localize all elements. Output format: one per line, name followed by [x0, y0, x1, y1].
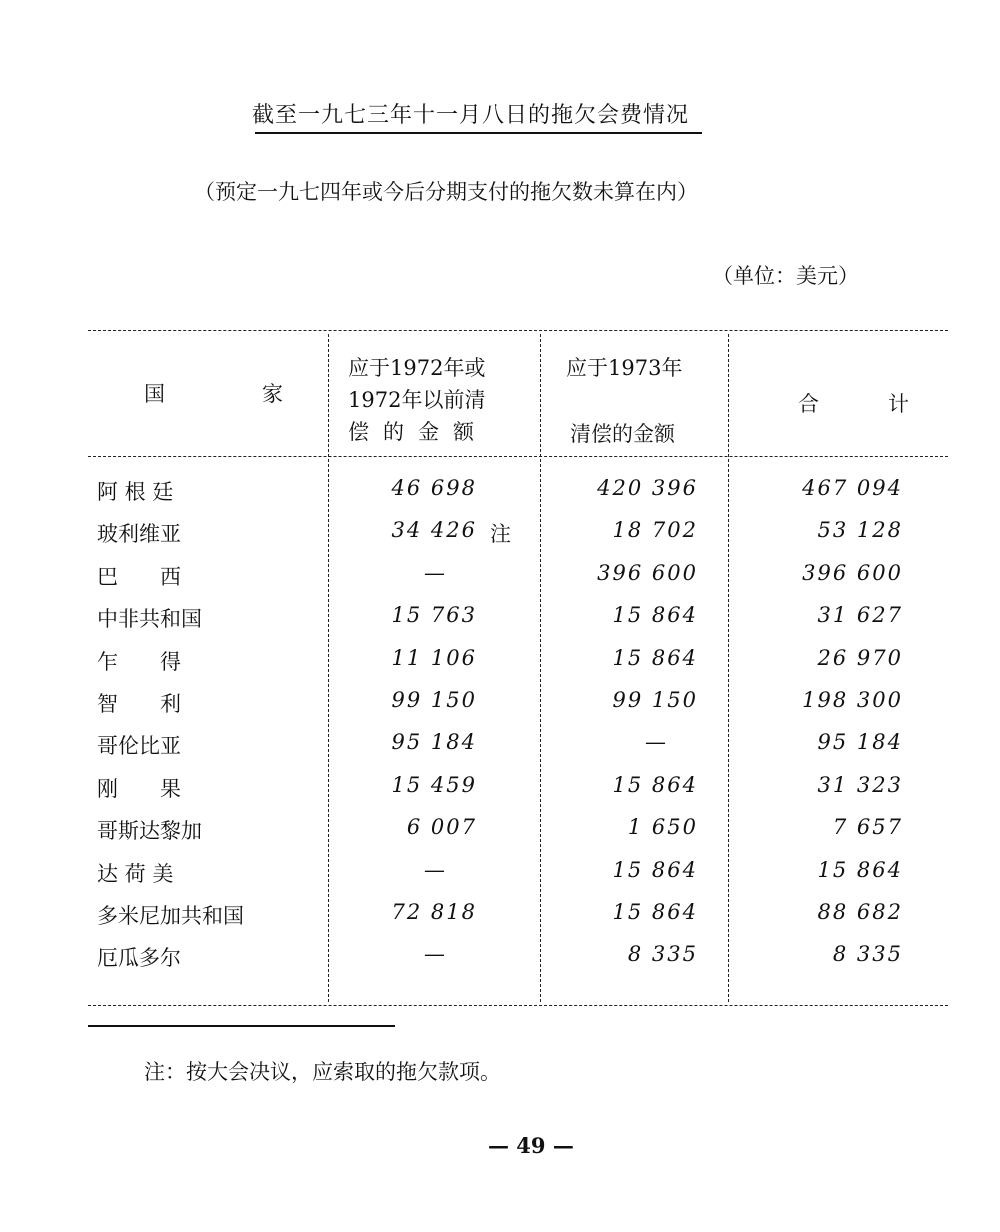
- table-row: [0, 688, 1000, 730]
- amount-1973: 15 864: [612, 857, 698, 882]
- amount-total: 396 600: [802, 560, 903, 585]
- country-name: 刚 果: [97, 776, 181, 801]
- note-mark: 注: [490, 522, 511, 547]
- country-name: 玻利维亚: [97, 522, 181, 547]
- header-col-before-1972: [348, 352, 488, 448]
- table-body: [0, 476, 1000, 985]
- amount-total: 15 864: [817, 857, 903, 882]
- table-row: [0, 942, 1000, 984]
- country-name: 巴 西: [97, 564, 181, 589]
- amount-total: 467 094: [802, 476, 903, 500]
- page-number: — 49 —: [488, 1133, 574, 1158]
- amount-total: 53 128: [817, 518, 903, 543]
- header-country-char2: 家: [262, 382, 283, 406]
- table-row: [0, 730, 1000, 772]
- country-name: 哥伦比亚: [97, 734, 181, 759]
- unit-label: （单位：美元）: [712, 264, 859, 288]
- amount-1973: 15 864: [612, 645, 698, 670]
- subtitle: （预定一九七四年或今后分期支付的拖欠数未算在内）: [194, 180, 698, 204]
- amount-before-1972: 6 007: [406, 815, 477, 840]
- footnote: 注：按大会决议，应索取的拖欠款项。: [144, 1060, 501, 1084]
- country-name: 乍 得: [97, 649, 181, 674]
- table-row: [0, 815, 1000, 857]
- country-name: 阿 根 廷: [97, 480, 174, 504]
- amount-total: 31 627: [817, 603, 903, 628]
- table-row: [0, 476, 1000, 518]
- amount-total: 31 323: [817, 772, 903, 797]
- amount-1973: 15 864: [612, 772, 698, 797]
- table-row: [0, 858, 1000, 900]
- amount-before-1972: 34 426: [391, 518, 477, 543]
- amount-before-1972: 15 459: [391, 772, 477, 797]
- amount-total: 26 970: [817, 645, 903, 670]
- header-col1-line3: 偿的金额: [348, 420, 488, 444]
- header-col2-line2: 清偿的金额: [570, 422, 675, 446]
- amount-total: 7 657: [832, 815, 903, 840]
- amount-before-1972: —: [424, 857, 447, 882]
- header-total-char1: 合: [798, 392, 819, 416]
- header-col2-line1: 应于1973年: [566, 356, 683, 380]
- country-name: 达 荷 美: [97, 861, 174, 886]
- title-underline: [255, 132, 702, 134]
- amount-before-1972: 95 184: [391, 730, 477, 755]
- country-name: 中非共和国: [97, 607, 202, 632]
- header-col1-line2: 1972年以前清: [348, 388, 486, 412]
- table-row: [0, 646, 1000, 688]
- table-row: [0, 603, 1000, 645]
- amount-1973: 18 702: [612, 518, 698, 543]
- table-bottom-rule: [88, 1005, 948, 1006]
- country-name: 智 利: [97, 691, 181, 716]
- amount-1973: 396 600: [597, 560, 698, 585]
- amount-1973: 420 396: [597, 476, 698, 500]
- table-row: [0, 518, 1000, 560]
- amount-total: 95 184: [817, 730, 903, 755]
- amount-before-1972: 15 763: [391, 603, 477, 628]
- amount-before-1972: 72 818: [391, 899, 477, 924]
- amount-1973: —: [645, 730, 668, 755]
- table-row: [0, 773, 1000, 815]
- amount-1973: 15 864: [612, 899, 698, 924]
- page-title: 截至一九七三年十一月八日的拖欠会费情况: [252, 103, 690, 128]
- amount-total: 198 300: [802, 687, 903, 712]
- amount-total: 8 335: [832, 942, 903, 967]
- amount-1973: 1 650: [627, 815, 698, 840]
- table-header-rule: [88, 456, 948, 457]
- amount-before-1972: 46 698: [391, 476, 477, 500]
- amount-before-1972: —: [424, 942, 447, 967]
- amount-before-1972: 11 106: [391, 645, 477, 670]
- amount-before-1972: 99 150: [391, 687, 477, 712]
- table-top-rule: [88, 330, 948, 331]
- header-country-char1: 国: [144, 382, 165, 406]
- amount-total: 88 682: [817, 899, 903, 924]
- amount-1973: 8 335: [627, 942, 698, 967]
- amount-before-1972: —: [424, 560, 447, 585]
- amount-1973: 99 150: [612, 687, 698, 712]
- header-col1-line1: 应于1972年或: [348, 356, 486, 380]
- footnote-rule: [88, 1025, 395, 1027]
- header-total-char2: 计: [888, 392, 909, 416]
- table-row: [0, 900, 1000, 942]
- country-name: 哥斯达黎加: [97, 819, 202, 844]
- country-name: 多米尼加共和国: [97, 903, 244, 928]
- amount-1973: 15 864: [612, 603, 698, 628]
- country-name: 厄瓜多尔: [97, 946, 181, 971]
- table-row: [0, 561, 1000, 603]
